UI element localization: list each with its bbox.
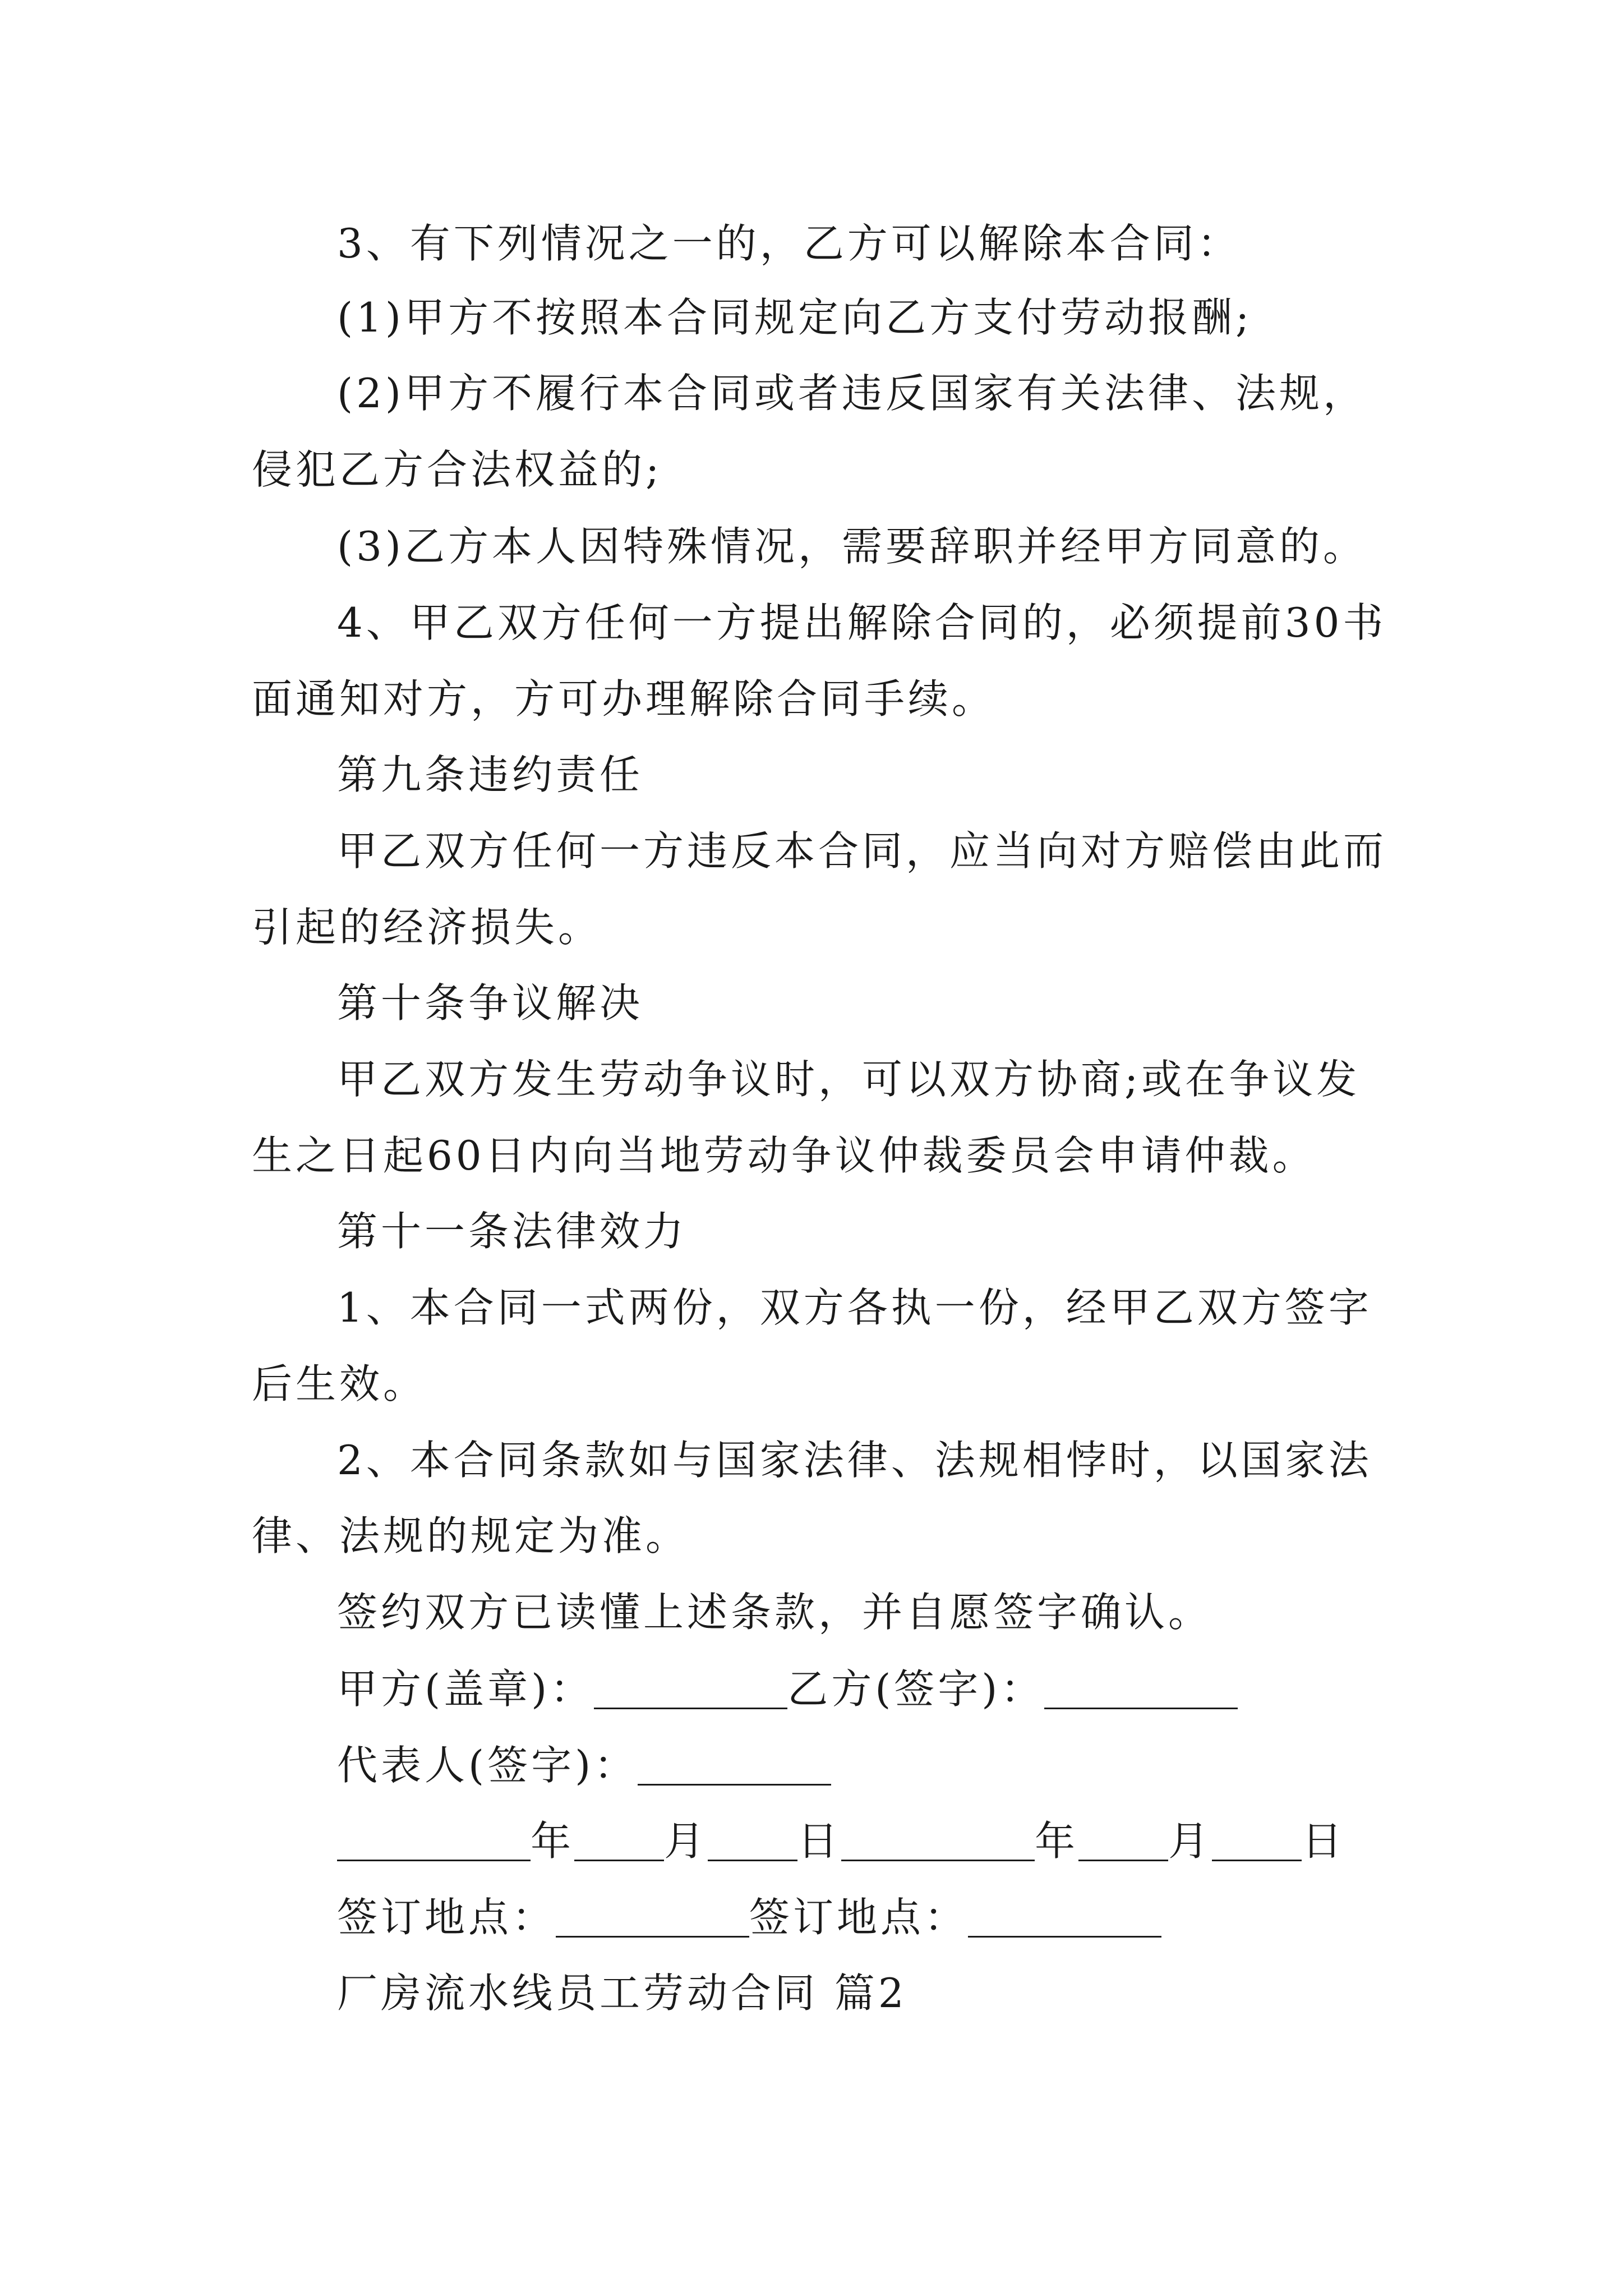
representative-row (337, 1742, 831, 1789)
place-label-a: 签订地点： (337, 1894, 556, 1941)
month-label-b: 月 (1168, 1818, 1212, 1865)
clause-text: 生之日起60日内向当地劳动争议仲裁委员会申请仲裁。 (252, 1132, 1316, 1179)
party-b-blank (1044, 1668, 1238, 1709)
clause-text: 4、甲乙双方任何一方提出解除合同的，必须提前30书 (337, 599, 1387, 646)
clause-text: (1)甲方不按照本合同规定向乙方支付劳动报酬; (337, 294, 1253, 341)
year-blank-b (841, 1820, 1035, 1861)
clause-text: 2、本合同条款如与国家法律、法规相悖时，以国家法 (337, 1437, 1372, 1484)
clause-text: 3、有下列情况之一的，乙方可以解除本合同： (337, 220, 1241, 267)
section-heading: 第十一条法律效力 (337, 1208, 688, 1255)
clause-text: 甲乙双方任何一方违反本合同，应当向对方赔偿由此而 (337, 827, 1387, 875)
place-blank-b (968, 1897, 1161, 1938)
month-label-a: 月 (664, 1818, 708, 1865)
month-blank-b (1078, 1820, 1168, 1861)
confirmation-text: 签约双方已读懂上述条款，并自愿签字确认。 (337, 1589, 1212, 1636)
section-heading: 第十条争议解决 (337, 979, 644, 1027)
clause-text: 后生效。 (252, 1360, 427, 1407)
year-label-a: 年 (531, 1818, 575, 1865)
day-label-a: 日 (797, 1818, 842, 1865)
month-blank-a (574, 1820, 664, 1861)
clause-text: 引起的经济损失。 (252, 904, 602, 951)
year-blank-a (337, 1820, 531, 1861)
party-a-blank (594, 1668, 787, 1709)
clause-text: (2)甲方不履行本合同或者违反国家有关法律、法规， (337, 370, 1367, 417)
clause-text: (3)乙方本人因特殊情况，需要辞职并经甲方同意的。 (337, 523, 1367, 570)
clause-text: 1、本合同一式两份，双方各执一份，经甲乙双方签字 (337, 1284, 1372, 1331)
day-blank-a (708, 1820, 797, 1861)
clause-text: 甲乙双方发生劳动争议时，可以双方协商;或在争议发 (337, 1056, 1361, 1103)
place-row (337, 1894, 1161, 1941)
party-b-label: 乙方(签字)： (787, 1665, 1045, 1713)
party-signature-row (337, 1665, 1238, 1713)
clause-text: 律、法规的规定为准。 (252, 1512, 690, 1559)
place-blank-a (556, 1897, 749, 1938)
date-row (337, 1818, 1346, 1865)
place-label-b: 签订地点： (749, 1894, 969, 1941)
clause-text: 面通知对方，方可办理解除合同手续。 (252, 675, 996, 723)
representative-blank (638, 1745, 831, 1786)
year-label-b: 年 (1035, 1818, 1079, 1865)
clause-text: 侵犯乙方合法权益的; (252, 446, 663, 493)
section-heading: 第九条违约责任 (337, 751, 644, 798)
day-label-b: 日 (1302, 1818, 1346, 1865)
day-blank-b (1212, 1820, 1302, 1861)
representative-label: 代表人(签字)： (337, 1742, 638, 1789)
next-contract-title: 厂房流水线员工劳动合同 篇2 (337, 1970, 907, 2017)
party-a-label: 甲方(盖章)： (337, 1665, 594, 1713)
